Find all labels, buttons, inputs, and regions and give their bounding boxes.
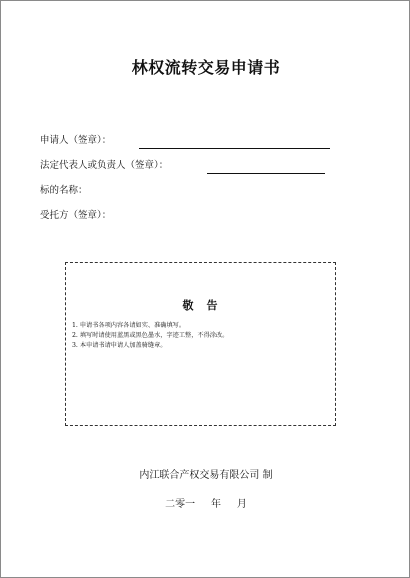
applicant-signature-line[interactable] [139, 148, 330, 149]
issuer-text: 内江联合产权交易有限公司 制 [139, 470, 273, 481]
legal-representative-signature-line[interactable] [207, 173, 325, 174]
date-line: 二零一 年 月 [165, 499, 247, 510]
notice-item: 3. 本申请书请申请人加盖骑缝章。 [72, 342, 167, 349]
legal-representative-label: 法定代表人或负责人（签章）： [40, 160, 169, 171]
applicant-label: 申请人（签章）： [40, 135, 112, 146]
document-title: 林权流转交易申请书 [131, 58, 281, 77]
notice-list [72, 321, 332, 351]
notice-title: 敬 告 [182, 299, 219, 312]
notice-item: 1. 申请书各项内容各请如实、准确填写。 [72, 322, 186, 329]
subject-name-label: 标的名称： [40, 185, 88, 196]
notice-item: 2. 填写时请使用蓝黑或黑色墨水，字迹工整，不得涂改。 [72, 332, 229, 339]
trustee-label: 受托方（签章）： [40, 210, 112, 221]
notice-box [65, 262, 336, 426]
